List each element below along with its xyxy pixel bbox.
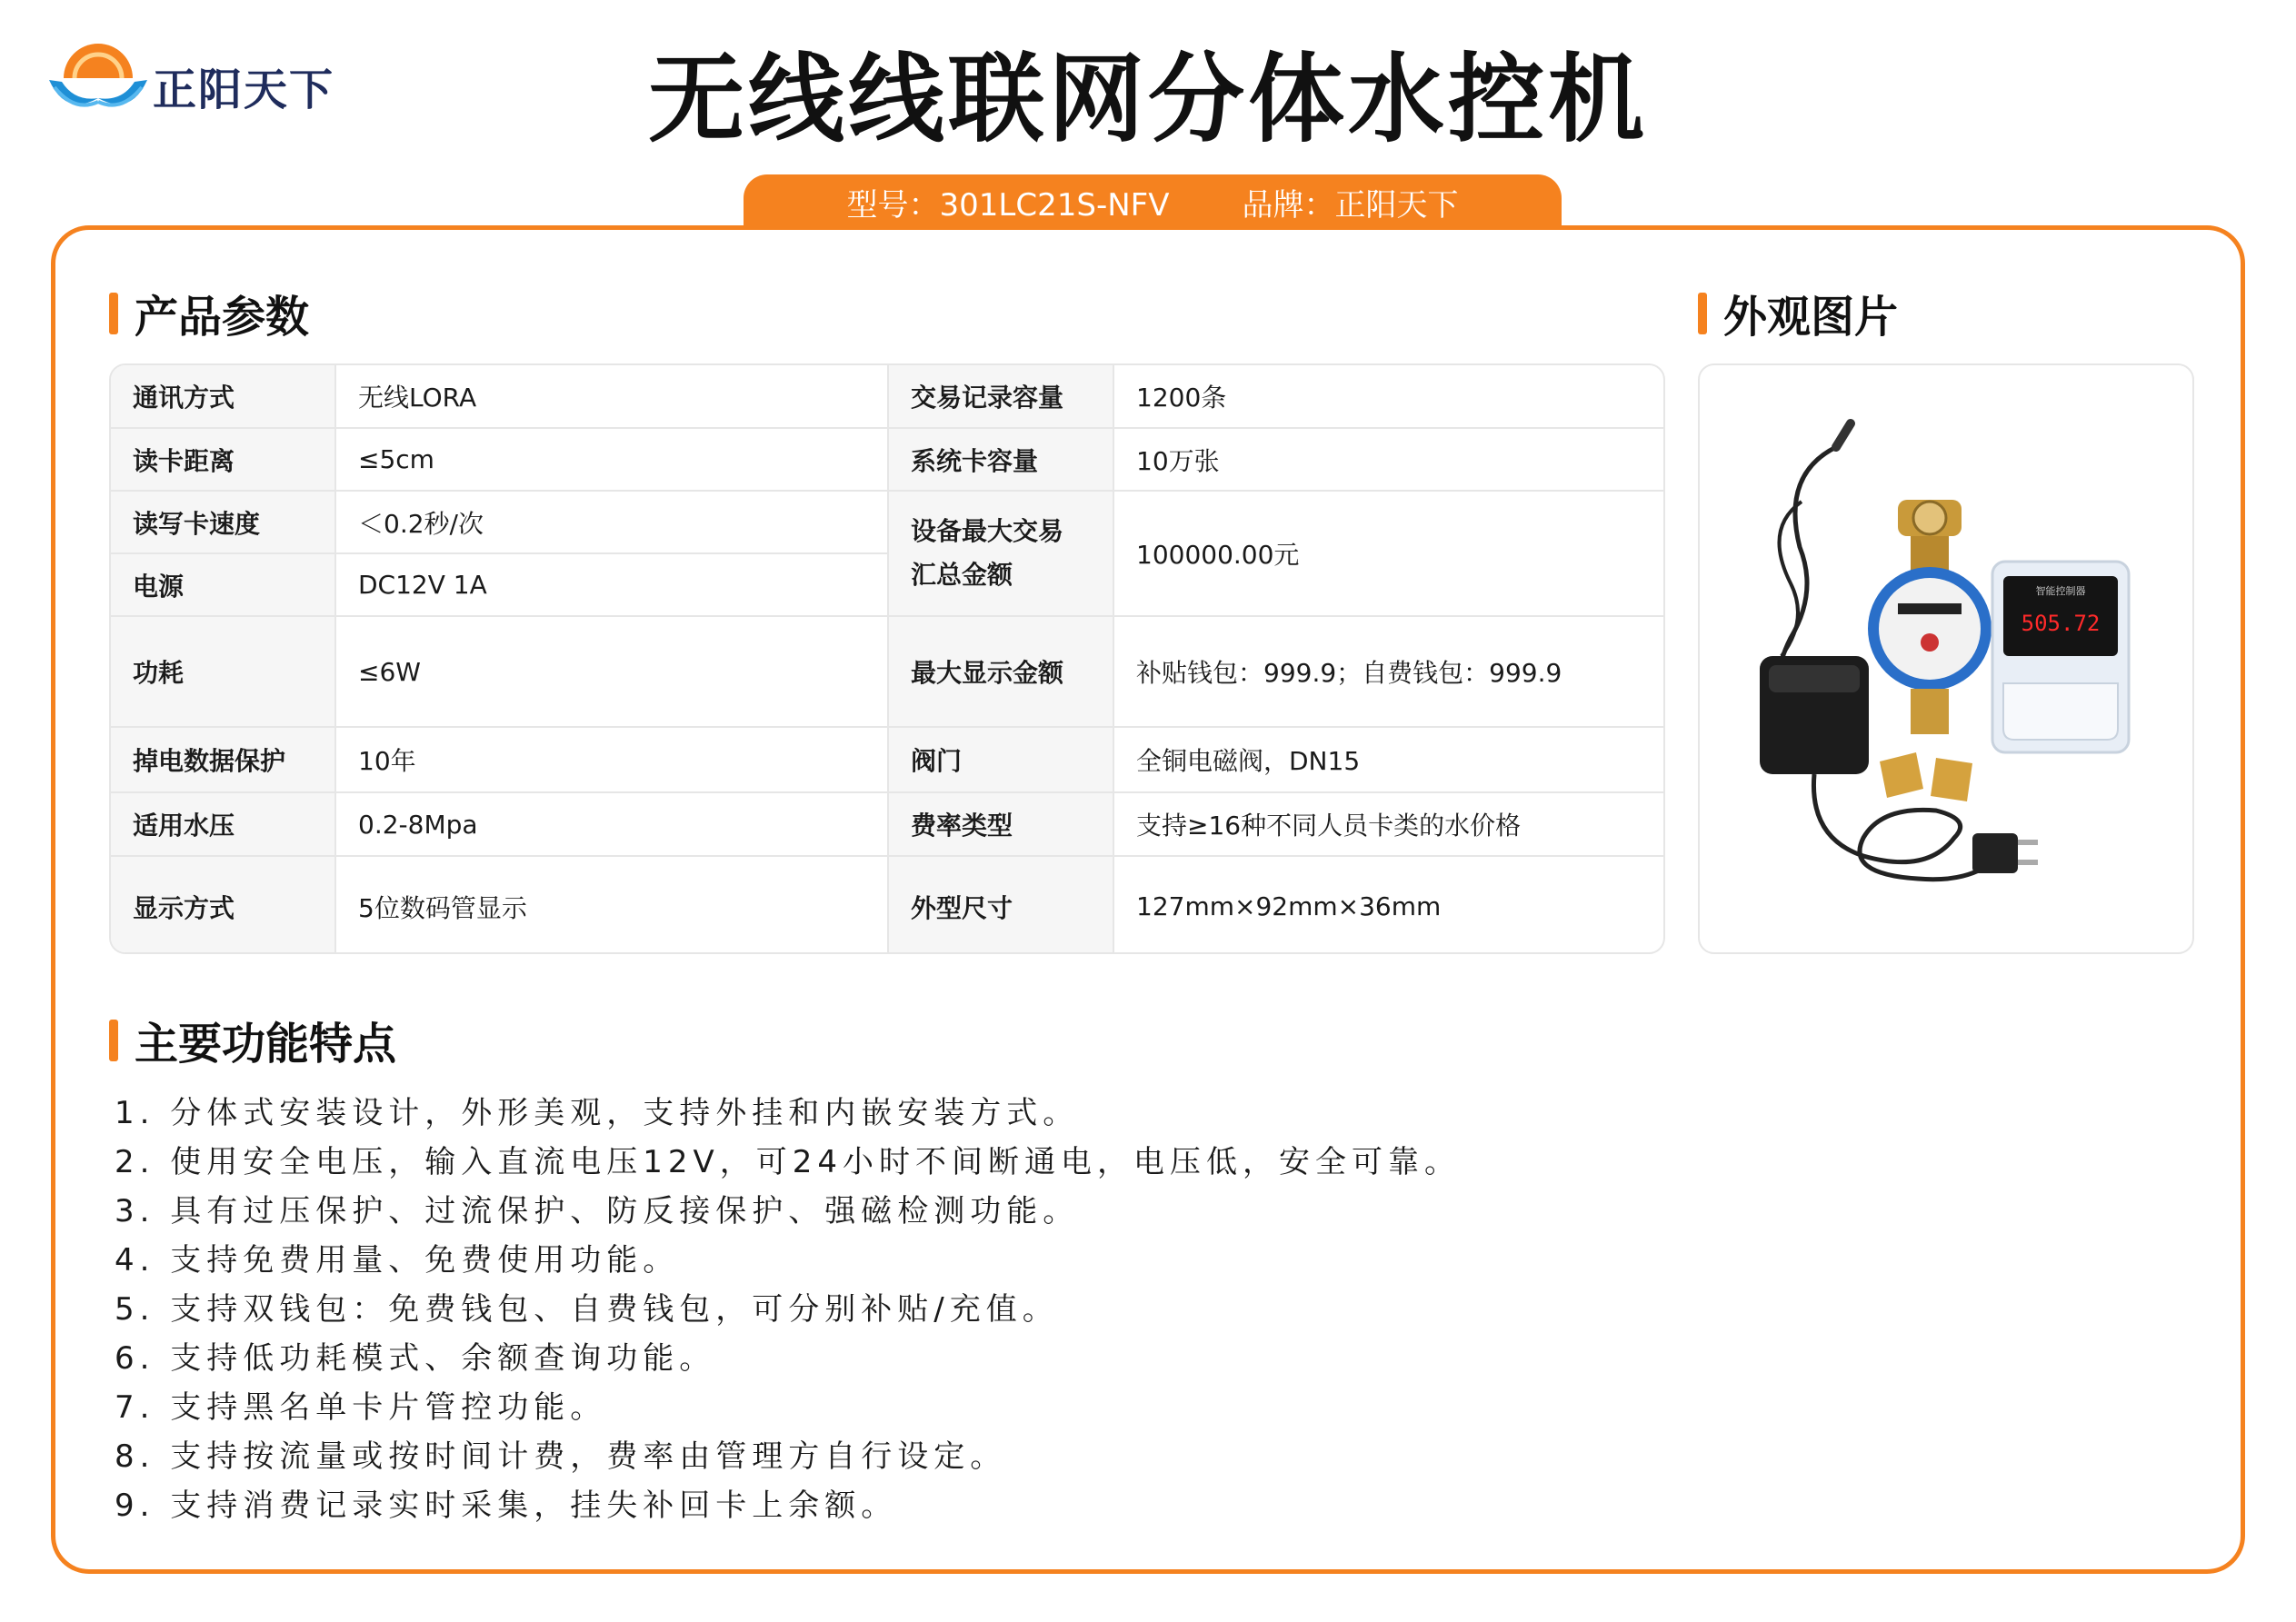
spec-value: 支持≥16种不同人员卡类的水价格	[1114, 793, 1665, 857]
spec-label: 电源	[111, 554, 336, 617]
page-title: 无线线联网分体水控机	[648, 44, 1648, 155]
list-item: 1. 分体式安装设计，外形美观，支持外挂和内嵌安装方式。	[115, 1095, 1080, 1131]
section-marker	[109, 293, 118, 334]
spec-value: 1200条	[1114, 365, 1665, 429]
list-item: 3. 具有过压保护、过流保护、防反接保护、强磁检测功能。	[115, 1193, 1080, 1229]
brass-fittings-icon	[1880, 752, 1972, 801]
brand-name: 正阳天下	[153, 65, 335, 115]
section-marker	[1698, 293, 1707, 334]
controller-device-icon	[1992, 562, 2129, 752]
spec-label: 交易记录容量	[889, 365, 1114, 429]
spec-value: 10年	[336, 728, 889, 793]
water-meter-icon	[1868, 567, 1992, 734]
features-section-title: 主要功能特点	[109, 1009, 396, 1071]
list-item: 7. 支持黑名单卡片管控功能。	[115, 1389, 607, 1426]
spec-value: ≤6W	[336, 617, 889, 728]
spec-value: 全铜电磁阀，DN15	[1114, 728, 1665, 793]
spec-label: 费率类型	[889, 793, 1114, 857]
spec-label: 外型尺寸	[889, 857, 1114, 954]
spec-value: 100000.00元	[1114, 492, 1665, 617]
spec-label: 读卡距离	[111, 429, 336, 492]
spec-table	[109, 363, 1665, 954]
spec-label: 阀门	[889, 728, 1114, 793]
appearance-section-title: 外观图片	[1698, 282, 1898, 344]
spec-value: ≤5cm	[336, 429, 889, 492]
spec-label: 读写卡速度	[111, 492, 336, 554]
list-item: 5. 支持双钱包：免费钱包、自费钱包，可分别补贴/充值。	[115, 1291, 1059, 1328]
controller-label: 智能控制器	[2035, 585, 2086, 597]
model-brand-bar	[744, 174, 1562, 229]
spec-value: 5位数码管显示	[336, 857, 889, 954]
list-item: 4. 支持免费用量、免费使用功能。	[115, 1242, 680, 1279]
list-item: 9. 支持消费记录实时采集，挂失补回卡上余额。	[115, 1488, 898, 1524]
model-number: 型号：301LC21S-NFV	[846, 186, 1170, 224]
spec-label: 最大显示金额	[889, 617, 1114, 728]
specs-section-title: 产品参数	[109, 282, 309, 344]
list-item: 2. 使用安全电压，输入直流电压12V，可24小时不间断通电，电压低，安全可靠。	[115, 1144, 1462, 1180]
spec-value: 10万张	[1114, 429, 1665, 492]
plug-icon	[1972, 833, 2038, 873]
feature-list	[115, 1089, 2114, 1530]
product-image-box	[1698, 363, 2194, 954]
spec-label: 适用水压	[111, 793, 336, 857]
spec-value: DC12V 1A	[336, 554, 889, 617]
brand-label: 品牌：正阳天下	[1242, 186, 1459, 224]
spec-value: 补贴钱包：999.9；自费钱包：999.9	[1114, 617, 1665, 728]
spec-label: 掉电数据保护	[111, 728, 336, 793]
spec-label: 通讯方式	[111, 365, 336, 429]
controller-display-reading: 505.72	[2021, 611, 2101, 636]
spec-value: 无线LORA	[336, 365, 889, 429]
spec-value: ＜0.2秒/次	[336, 492, 889, 554]
spec-label: 功耗	[111, 617, 336, 728]
list-item: 8. 支持按流量或按时间计费，费率由管理方自行设定。	[115, 1438, 1007, 1475]
section-marker	[109, 1020, 118, 1061]
product-photo	[1700, 365, 2192, 952]
spec-label: 设备最大交易 汇总金额	[889, 492, 1114, 617]
brass-valve-icon	[1898, 500, 1962, 572]
spec-value: 0.2-8Mpa	[336, 793, 889, 857]
spec-label: 系统卡容量	[889, 429, 1114, 492]
spec-value: 127mm×92mm×36mm	[1136, 891, 1442, 921]
spec-label: 显示方式	[111, 857, 336, 954]
list-item: 6. 支持低功耗模式、余额查询功能。	[115, 1340, 716, 1377]
power-adapter-icon	[1760, 656, 1869, 774]
